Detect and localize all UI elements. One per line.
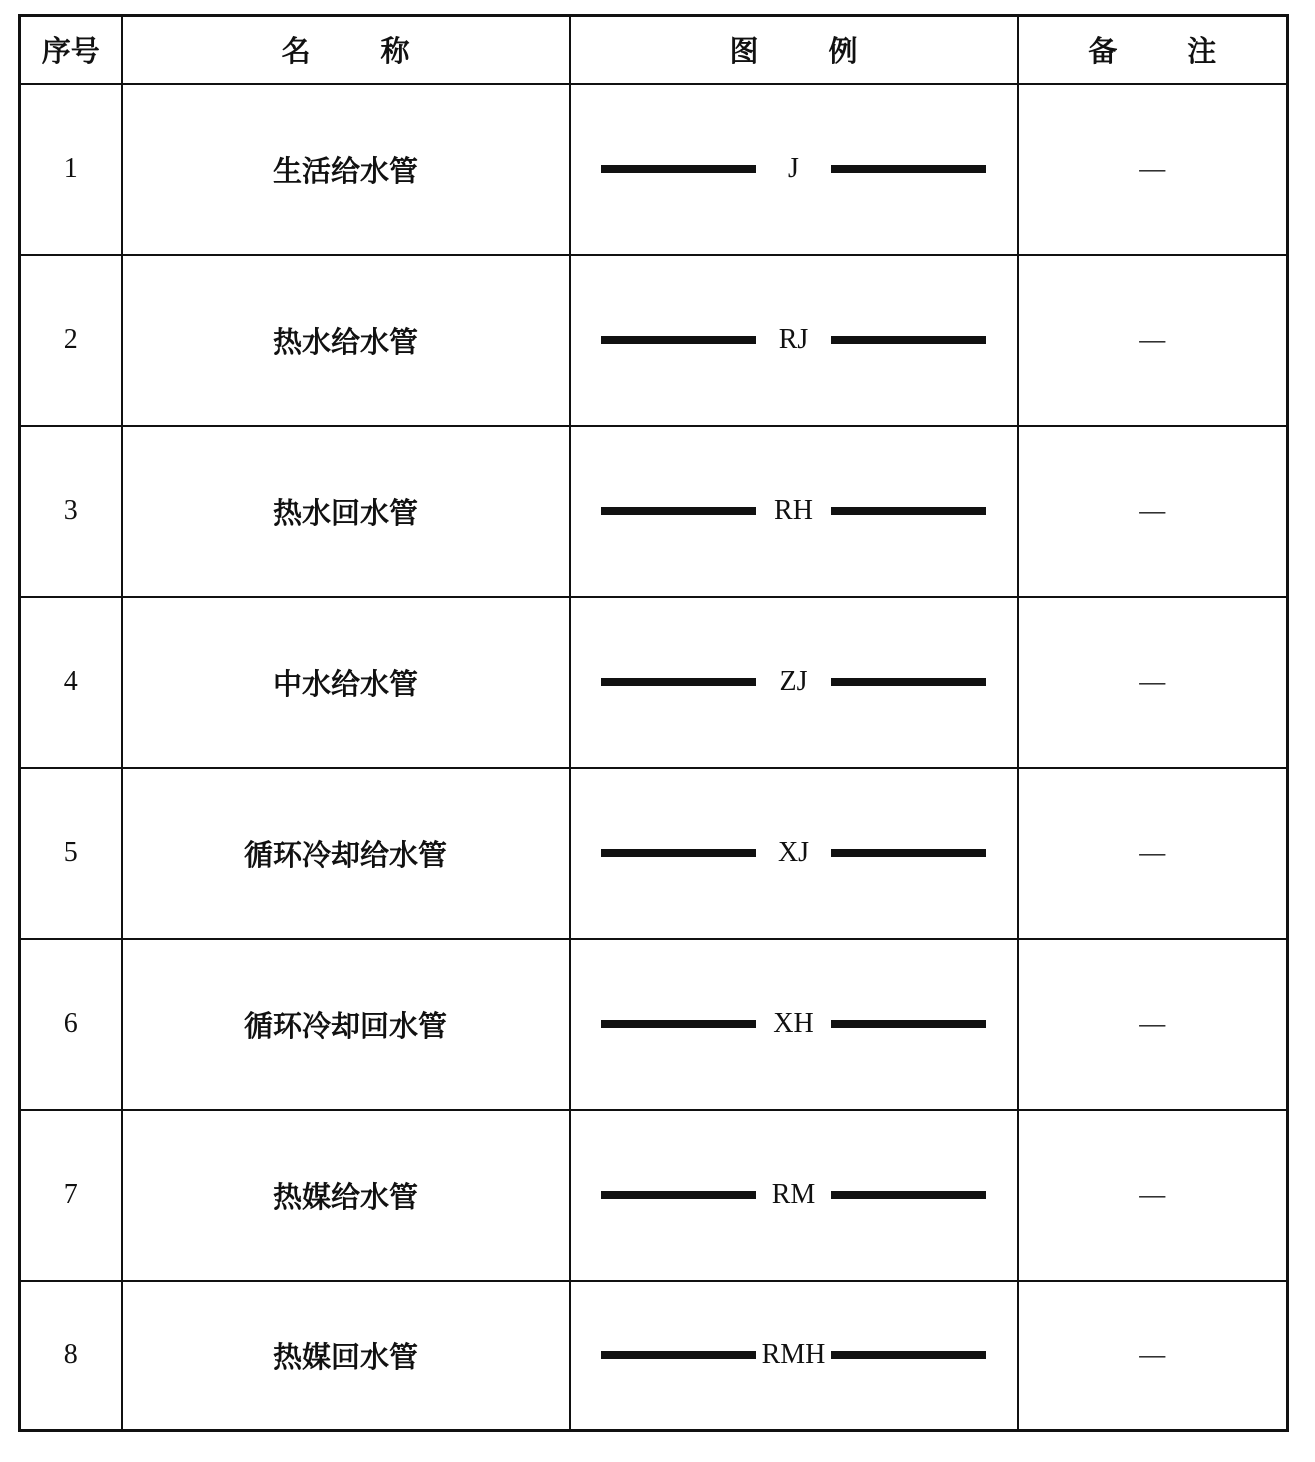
- row-legend: [570, 939, 1018, 1110]
- pipe-symbol: [571, 1341, 1017, 1369]
- pipe-code: RM: [771, 1179, 816, 1210]
- row-legend: [570, 1110, 1018, 1281]
- header-legend-char-2: 例: [828, 34, 858, 69]
- row-remark: —: [1018, 768, 1288, 939]
- row-name: 生活给水管: [122, 84, 570, 255]
- header-name-char-1: 名: [281, 34, 311, 69]
- pipe-code: J: [788, 153, 799, 184]
- row-index: 8: [20, 1281, 122, 1431]
- row-index: 3: [20, 426, 122, 597]
- pipe-code: RMH: [761, 1339, 826, 1371]
- pipe-symbol: [571, 668, 1017, 696]
- row-remark: —: [1018, 84, 1288, 255]
- row-legend: [570, 1281, 1018, 1431]
- row-remark: —: [1018, 1281, 1288, 1431]
- row-name: 热水回水管: [122, 426, 570, 597]
- row-index: 7: [20, 1110, 122, 1281]
- table-row: [20, 768, 1288, 939]
- header-index: 序号: [20, 16, 122, 84]
- header-name-char-2: 称: [380, 34, 410, 69]
- pipe-line-right: [831, 507, 986, 515]
- pipe-code: RJ: [778, 324, 809, 355]
- row-index: 1: [20, 84, 122, 255]
- pipe-line-left: [601, 1191, 756, 1199]
- pipe-line-right: [831, 336, 986, 344]
- row-remark: —: [1018, 939, 1288, 1110]
- pipe-line-right: [831, 849, 986, 857]
- pipe-line-left: [601, 507, 756, 515]
- row-index: 6: [20, 939, 122, 1110]
- row-legend: [570, 426, 1018, 597]
- pipe-code: XJ: [777, 837, 810, 868]
- pipe-symbol: [571, 326, 1017, 354]
- pipe-symbol: [571, 839, 1017, 867]
- table-row: [20, 1110, 1288, 1281]
- pipe-legend-table: [18, 14, 1289, 1432]
- pipe-line-left: [601, 336, 756, 344]
- row-remark: —: [1018, 255, 1288, 426]
- row-remark: —: [1018, 597, 1288, 768]
- row-name: 循环冷却回水管: [122, 939, 570, 1110]
- row-index: 5: [20, 768, 122, 939]
- header-name: [122, 16, 570, 84]
- table-row: [20, 426, 1288, 597]
- header-legend-char-1: 图: [729, 34, 759, 69]
- table-row: [20, 597, 1288, 768]
- row-legend: [570, 597, 1018, 768]
- table-row: [20, 939, 1288, 1110]
- pipe-line-right: [831, 1351, 986, 1359]
- pipe-line-left: [601, 1020, 756, 1028]
- row-index: 4: [20, 597, 122, 768]
- pipe-line-right: [831, 1020, 986, 1028]
- table-row: [20, 1281, 1288, 1431]
- pipe-line-left: [601, 165, 756, 173]
- row-name: 热媒给水管: [122, 1110, 570, 1281]
- header-remark-char-1: 备: [1088, 34, 1118, 69]
- pipe-code: XH: [773, 1008, 814, 1039]
- pipe-line-right: [831, 165, 986, 173]
- header-legend: [570, 16, 1018, 84]
- pipe-line-left: [601, 849, 756, 857]
- row-name: 热水给水管: [122, 255, 570, 426]
- pipe-symbol: [571, 497, 1017, 525]
- table-body: [20, 84, 1288, 1431]
- row-remark: —: [1018, 1110, 1288, 1281]
- pipe-symbol: [571, 155, 1017, 183]
- header-remark: [1018, 16, 1288, 84]
- row-name: 中水给水管: [122, 597, 570, 768]
- pipe-code: RH: [774, 495, 813, 526]
- header-row: [20, 16, 1288, 84]
- row-remark: —: [1018, 426, 1288, 597]
- pipe-code: ZJ: [779, 666, 808, 697]
- header-remark-char-2: 注: [1187, 34, 1217, 69]
- pipe-line-right: [831, 1191, 986, 1199]
- table-header: [20, 16, 1288, 84]
- row-name: 循环冷却给水管: [122, 768, 570, 939]
- row-legend: [570, 84, 1018, 255]
- row-index: 2: [20, 255, 122, 426]
- pipe-symbol: [571, 1181, 1017, 1209]
- row-name: 热媒回水管: [122, 1281, 570, 1431]
- pipe-line-left: [601, 1351, 756, 1359]
- pipe-line-left: [601, 678, 756, 686]
- row-legend: [570, 255, 1018, 426]
- pipe-line-right: [831, 678, 986, 686]
- table-row: [20, 255, 1288, 426]
- table-row: [20, 84, 1288, 255]
- row-legend: [570, 768, 1018, 939]
- pipe-symbol: [571, 1010, 1017, 1038]
